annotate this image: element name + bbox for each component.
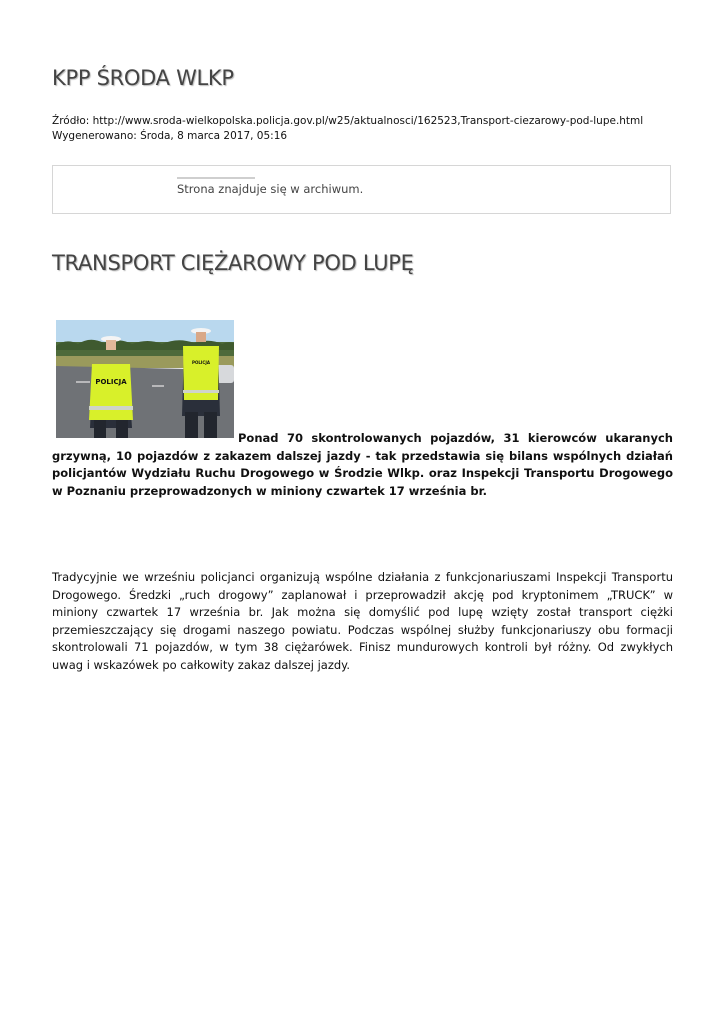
lead-indent bbox=[52, 441, 238, 442]
article-photo bbox=[56, 320, 234, 438]
source-line: Źródło: http://www.sroda-wielkopolska.policja.gov.pl/w25/aktualnosci/162523,Transport-ciezarowy-pod-lupe.html bbox=[52, 115, 644, 127]
article-lead bbox=[52, 430, 673, 500]
vest-right-text: POLICJA bbox=[192, 360, 210, 365]
article-body: Tradycyjnie we wrześniu policjanci organizują wspólne działania z funkcjonariuszami Inspekcji Transportu Drogowego. Średzki „ruch drogowy” zaplanował i przeprowadził akcję pod kryptonimem „TRUCK” w miniony czwartek 17 września br. Jak można się domyślić pod lupę wzięty został transport ciężki przemieszczający się drogami naszego powiatu. Podczas wspólnej służby funkcjonariuszy obu formacji skontrolowali 71 pojazdów, w tym 38 ciężarówek. Finisz mundurowych kontroli był różny. Od zwykłych uwag i wskazówek po całkowity zakaz dalszej jazdy. bbox=[52, 570, 673, 672]
vest-left-text: POLICJA bbox=[95, 378, 127, 386]
generated-line: Wygenerowano: Środa, 8 marca 2017, 05:16 bbox=[52, 130, 288, 142]
archive-notice bbox=[52, 165, 671, 214]
document-meta bbox=[52, 114, 643, 144]
article-title: TRANSPORT CIĘŻAROWY POD LUPĘ bbox=[52, 251, 414, 275]
archive-notice-text: Strona znajduje się w archiwum. bbox=[177, 182, 364, 196]
site-title: KPP ŚRODA WLKP bbox=[52, 66, 234, 90]
archive-notice-bar bbox=[177, 177, 255, 179]
article-lead-text: Ponad 70 skontrolowanych pojazdów, 31 kierowców ukaranych grzywną, 10 pojazdów z zakazem dalszej jazdy - tak przedstawia się bilans wspólnych działań policjantów Wydziału Ruchu Drogowego w Środzie Wlkp. oraz Inspekcji Transportu Drogowego w Poznaniu przeprowadzonych w miniony czwartek 17 września br. bbox=[52, 431, 673, 498]
